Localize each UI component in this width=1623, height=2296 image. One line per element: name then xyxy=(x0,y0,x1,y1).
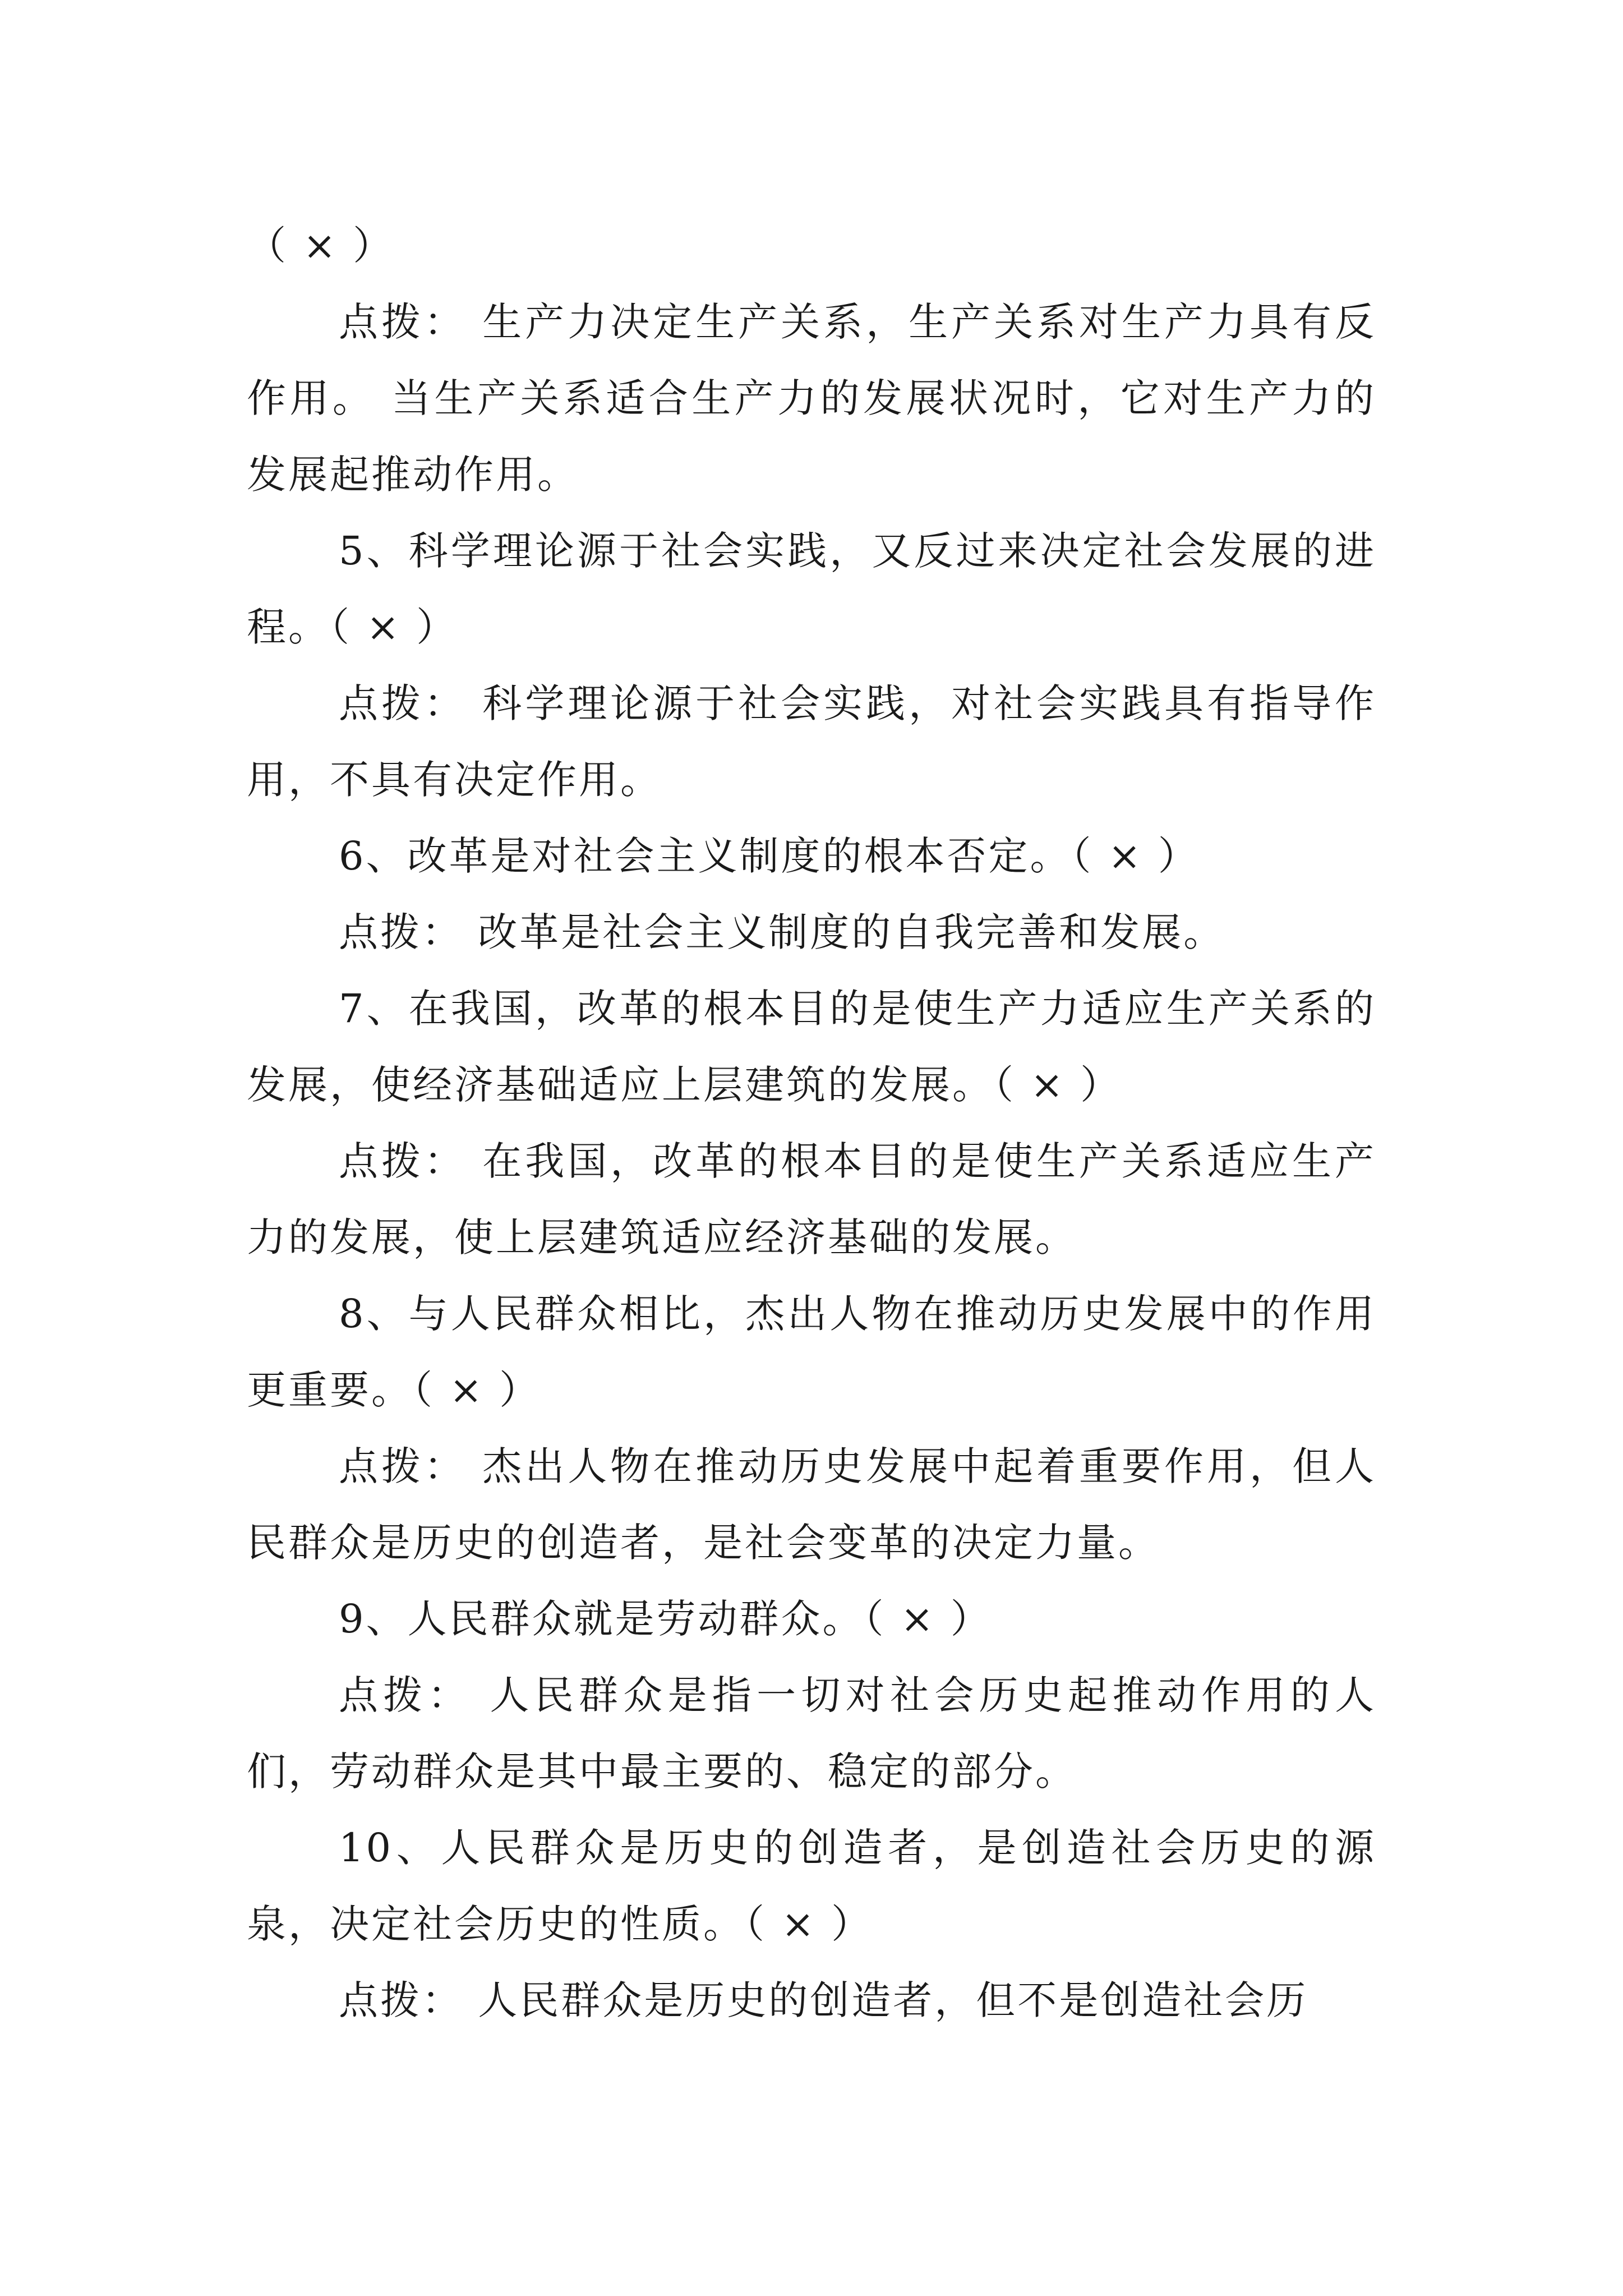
explanation-paragraph: 点拨： 在我国，改革的根本目的是使生产关系适应生产力的发展，使上层建筑适应经济基础的发展。 xyxy=(247,1138,1376,1260)
explanation-paragraph: 点拨： 杰出人物在推动历史发展中起着重要作用，但人民群众是历史的创造者，是社会变革的决定力量。 xyxy=(247,1443,1376,1566)
question-10: 10、人民群众是历史的创造者，是创造社会历史的源泉，决定社会历史的性质。（ × ） xyxy=(247,1825,1376,1947)
question-5: 5、科学理论源于社会实践，又反过来决定社会发展的进程。（ × ） xyxy=(247,528,1376,650)
question-8: 8、与人民群众相比，杰出人物在推动历史发展中的作用更重要。（ × ） xyxy=(247,1291,1376,1413)
document-body xyxy=(247,208,1376,2039)
question-9: 9、人民群众就是劳动群众。（ × ） xyxy=(339,1596,992,1642)
answer-mark: （ × ） xyxy=(247,223,395,269)
explanation-paragraph: 点拨： 改革是社会主义制度的自我完善和发展。 xyxy=(339,909,1225,955)
explanation-paragraph: 点拨： 人民群众是历史的创造者，但不是创造社会历 xyxy=(339,1977,1308,2023)
explanation-paragraph: 点拨： 科学理论源于社会实践，对社会实践具有指导作用，不具有决定作用。 xyxy=(247,680,1376,803)
question-7: 7、在我国，改革的根本目的是使生产力适应生产关系的发展，使经济基础适应上层建筑的发展。（ × ） xyxy=(247,986,1376,1108)
explanation-paragraph: 点拨： 生产力决定生产关系，生产关系对生产力具有反作用。 当生产关系适合生产力的发展状况时，它对生产力的发展起推动作用。 xyxy=(247,299,1376,498)
question-6: 6、改革是对社会主义制度的根本否定。（ × ） xyxy=(339,833,1200,879)
explanation-paragraph: 点拨： 人民群众是指一切对社会历史起推动作用的人们，劳动群众是其中最主要的、稳定的部分。 xyxy=(247,1672,1376,1795)
